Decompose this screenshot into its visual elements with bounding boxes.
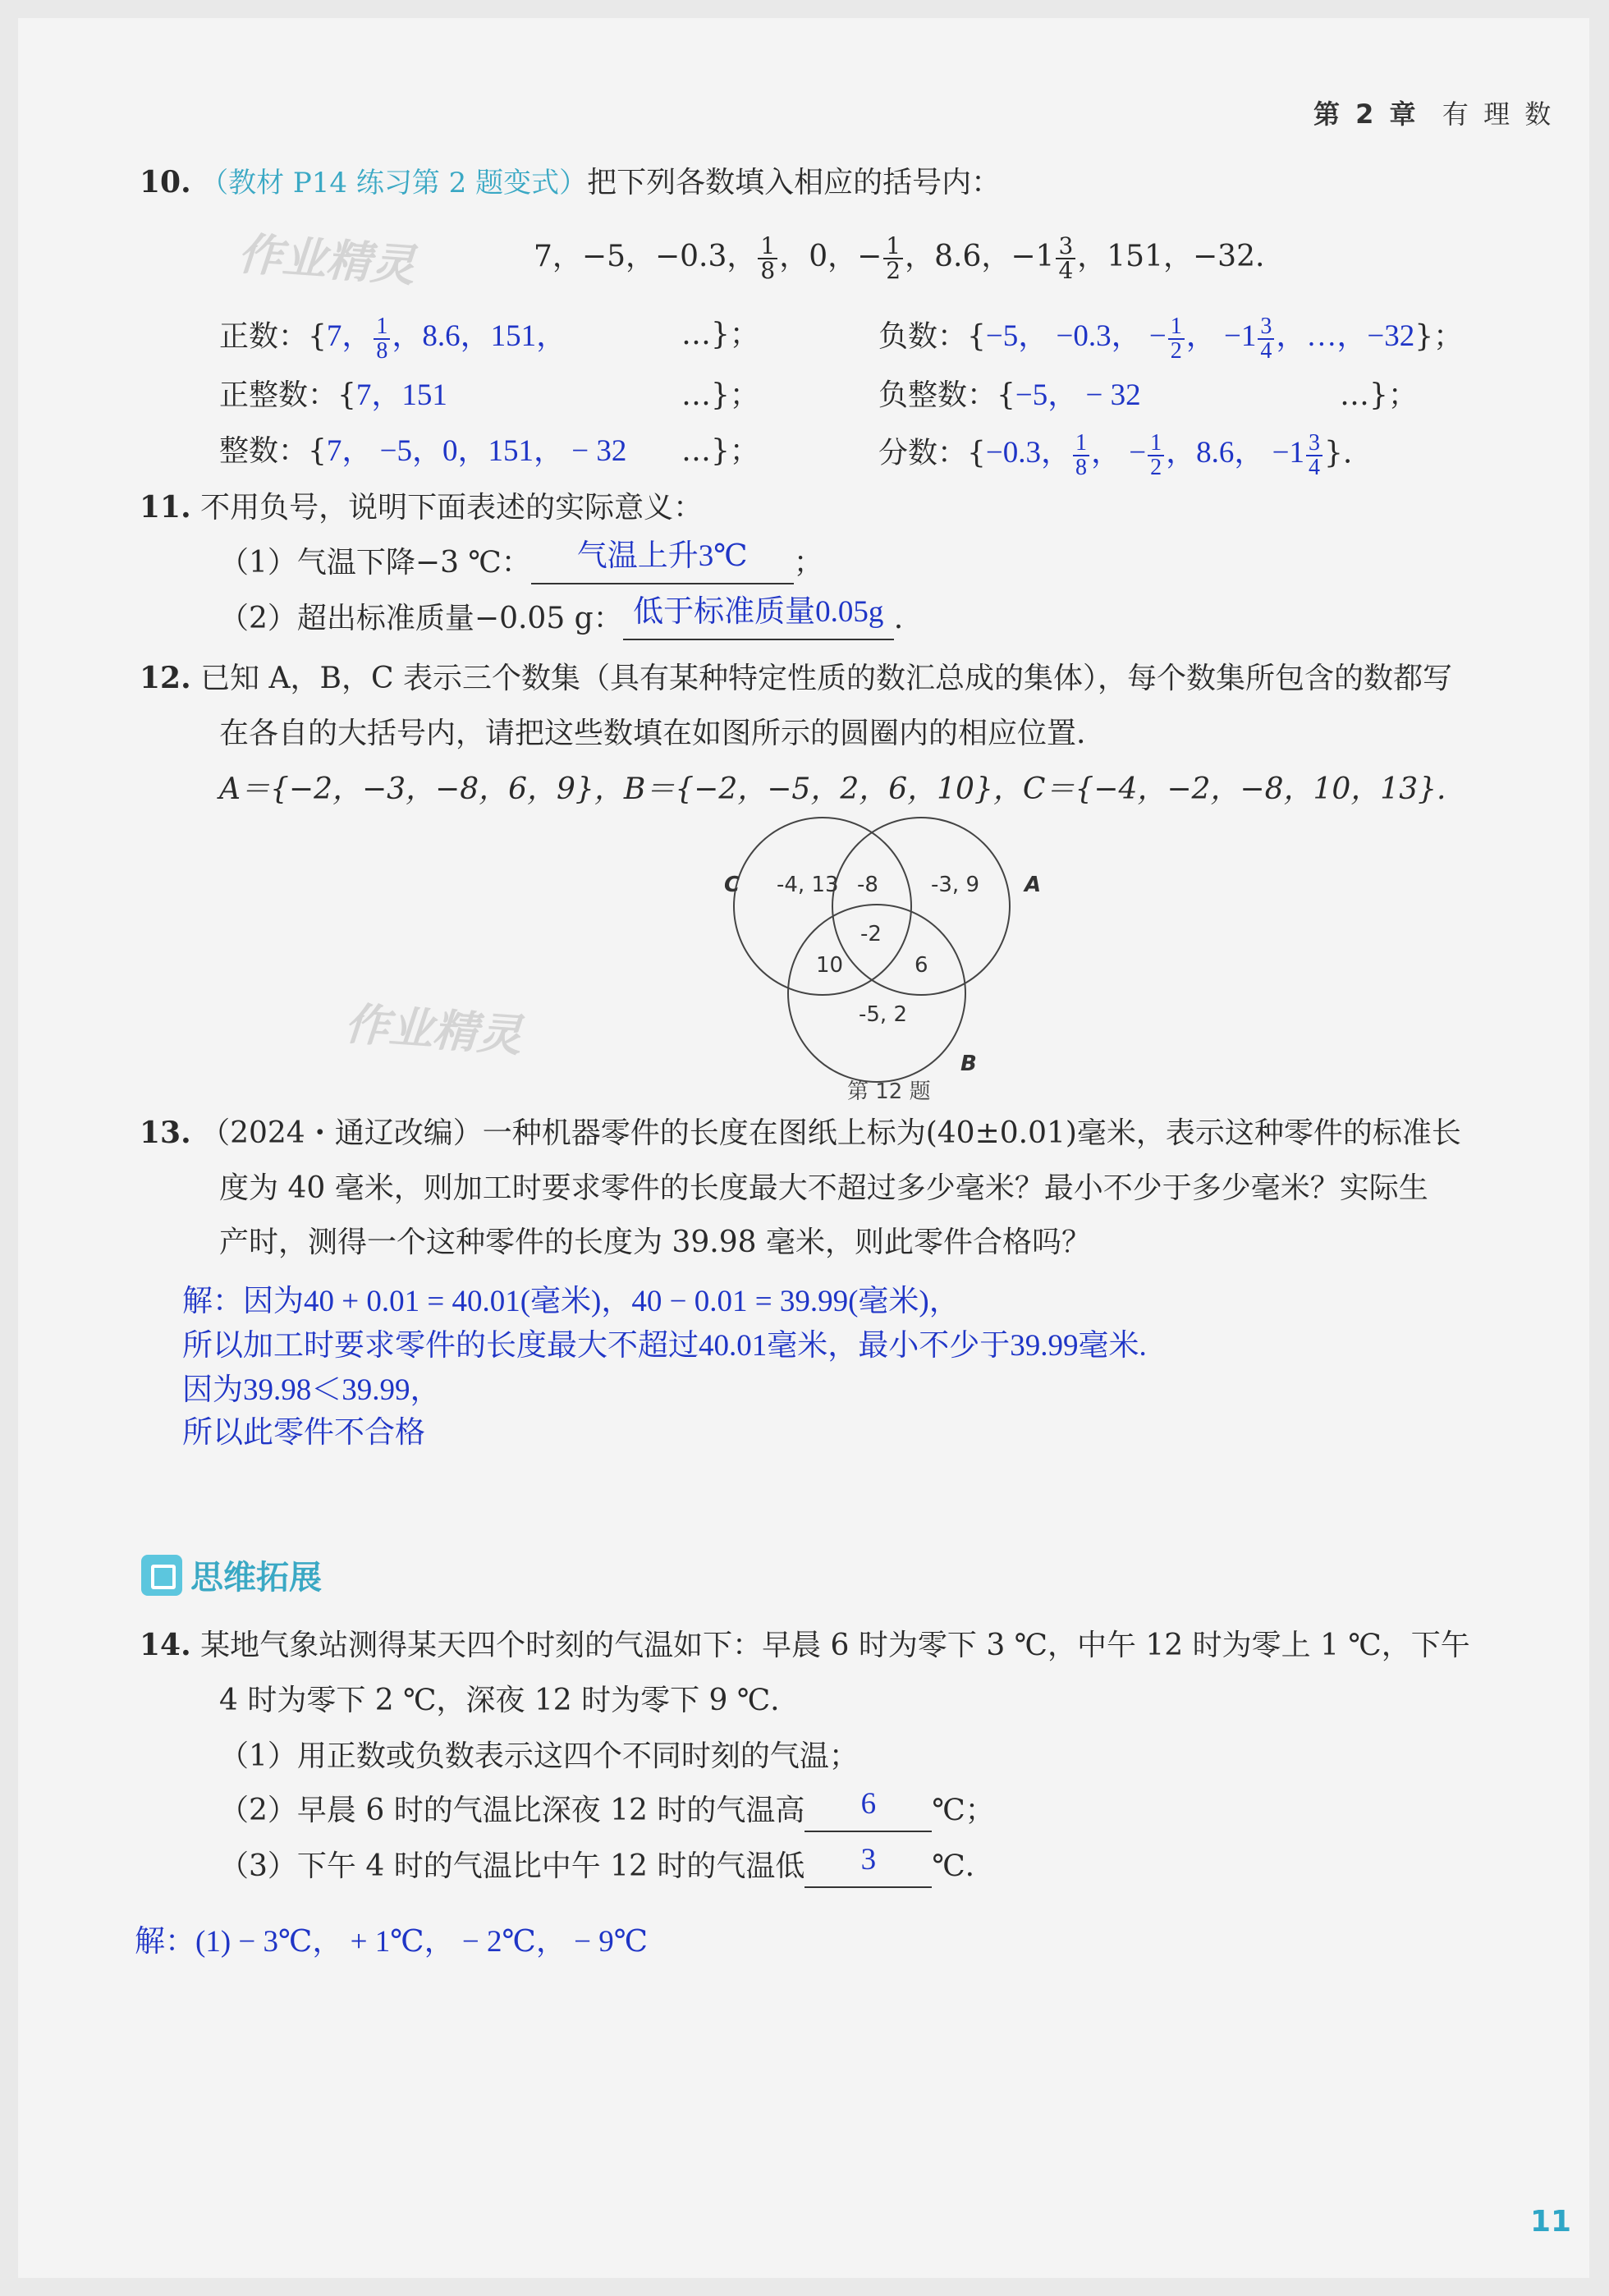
page xyxy=(18,18,1589,2278)
region-a-only: -3, 9 xyxy=(931,873,979,897)
negative-answer: −5， −0.3， − $\frac{1}{2}$ ， −1 $\frac{3}{4}$ ，…，−32 xyxy=(985,314,1415,364)
section-header xyxy=(141,1551,322,1598)
q13-answer-line4: 所以此零件不合格 xyxy=(182,1416,425,1450)
positive-answer: 7， $\frac{1}{8}$ ，8.6，151， xyxy=(326,314,567,364)
chapter-header xyxy=(1313,94,1554,131)
q11-part2 xyxy=(219,595,904,640)
region-c-b: 10 xyxy=(816,953,844,978)
q10-negative-integer-row xyxy=(878,376,1141,415)
watermark: 作业精灵 xyxy=(236,227,417,292)
q14-part3-text: （3）下午 4 时的气温比中午 12 时的气温低 xyxy=(219,1849,805,1883)
negative-label: 负数：{ xyxy=(878,319,986,354)
q10-stem xyxy=(140,163,1001,203)
q11-part1-blank xyxy=(531,539,794,584)
label-b: B xyxy=(960,1052,977,1076)
q14-part3-blank xyxy=(804,1843,932,1888)
region-a-b-c: -2 xyxy=(860,922,882,946)
q14-line1 xyxy=(140,1625,1470,1666)
q14-part2-end: ℃； xyxy=(932,1794,995,1827)
q13-line1 xyxy=(140,1113,1461,1153)
page-number: 11 xyxy=(1530,2205,1572,2239)
negative-integer-end: …}； xyxy=(1340,378,1418,412)
q11-part2-answer: 低于标准质量0.05g xyxy=(633,595,884,629)
q14-part2-blank xyxy=(804,1787,932,1832)
integer-end: …}； xyxy=(681,434,759,468)
q13-line2: 度为 40 毫米，则加工时要求零件的长度最大不超过多少毫米？最小不少于多少毫米？实际生 xyxy=(219,1171,1428,1205)
q14-part1: （1）用正数或负数表示这四个不同时刻的气温； xyxy=(219,1739,859,1773)
q11-part1-text: （1）气温下降−3 ℃： xyxy=(219,546,531,580)
q10-integer-row xyxy=(219,432,626,471)
q11-part2-blank xyxy=(623,595,894,640)
q11-part1 xyxy=(219,539,823,584)
q12-line2: 在各自的大括号内，请把这些数填在如图所示的圆圈内的相应位置. xyxy=(219,717,1086,750)
q14-part3-end: ℃. xyxy=(932,1849,975,1883)
label-c: C xyxy=(724,873,740,897)
q12-number: 12. xyxy=(140,661,191,695)
q13-answer-line2: 所以加工时要求零件的长度最大不超过40.01毫米，最小不少于39.99毫米. xyxy=(182,1329,1147,1363)
q14-line2: 4 时为零下 2 ℃，深夜 12 时为零下 9 ℃. xyxy=(219,1684,780,1717)
negative-integer-label: 负整数：{ xyxy=(878,378,1015,412)
fraction: $\frac{3}{4}$ xyxy=(1056,235,1075,282)
q12-line1 xyxy=(140,658,1452,699)
q14-part2-text: （2）早晨 6 时的气温比深夜 12 时的气温高 xyxy=(219,1794,805,1827)
q14-answer: 解：(1) − 3℃， + 1℃， − 2℃， − 9℃ xyxy=(135,1925,649,1959)
q13-number: 13. xyxy=(140,1116,191,1150)
q13-answer-line1: 解：因为40 + 0.01 = 40.01(毫米)，40 − 0.01 = 39.99(毫米)， xyxy=(182,1285,960,1318)
integer-label: 整数：{ xyxy=(219,434,327,468)
q13-line3: 产时，测得一个这种零件的长度为 39.98 毫米，则此零件合格吗？ xyxy=(219,1226,1091,1259)
fraction-label: 分数：{ xyxy=(878,436,986,470)
q10-number-list xyxy=(534,232,1265,284)
q14-number: 14. xyxy=(140,1628,191,1662)
q12-sets: A＝{−2，−3，−8，6，9}，B＝{−2，−5，2，6，10}，C＝{−4，−2，−8，10，13}. xyxy=(219,772,1446,806)
fraction: $\frac{1}{2}$ xyxy=(883,235,903,282)
watermark: 作业精灵 xyxy=(342,997,524,1062)
q10-positive-integer-row xyxy=(219,376,447,415)
q10-negative-row: 负数：{−5， −0.3， − $\frac{1}{2}$ ， −1 $\frac{3}{4}$ ，…，−32}； xyxy=(878,314,1464,364)
list-text: 7，−5，−0.3， xyxy=(534,240,757,273)
q12-text-line1: 已知 A，B，C 表示三个数集（具有某种特定性质的数汇总成的集体），每个数集所包含的数都写 xyxy=(200,662,1452,695)
q13-answer-line3: 因为39.98＜39.99， xyxy=(182,1373,441,1407)
q11-part2-text: （2）超出标准质量−0.05 g： xyxy=(219,602,623,635)
integer-answer: 7， −5，0，151， − 32 xyxy=(326,434,627,468)
region-c-only: -4, 13 xyxy=(777,873,839,897)
list-text: ，8.6，−1 xyxy=(905,240,1055,273)
region-b-only: -5, 2 xyxy=(859,1002,907,1027)
region-c-a: -8 xyxy=(857,873,878,897)
q10-number: 10. xyxy=(140,165,191,199)
q11-stem xyxy=(140,488,703,528)
positive-end: …}； xyxy=(681,318,759,351)
q13-text-line1: （2024・通辽改编）一种机器零件的长度在图纸上标为(40±0.01)毫米，表示这种零件的标准长 xyxy=(200,1116,1461,1150)
negative-integer-answer: −5， − 32 xyxy=(1015,378,1141,412)
positive-label: 正数：{ xyxy=(219,319,327,354)
section-title: 思维拓展 xyxy=(190,1559,322,1597)
fraction: $\frac{1}{8}$ xyxy=(758,235,777,282)
q10-source-tag: （教材 P14 练习第 2 题变式） xyxy=(200,167,588,199)
q11-part2-end: . xyxy=(893,602,904,635)
q10-prompt: 把下列各数填入相应的括号内： xyxy=(587,166,1002,199)
q14-part3 xyxy=(219,1843,975,1888)
label-a: A xyxy=(1025,873,1042,897)
region-a-b: 6 xyxy=(915,953,928,978)
q14-part3-answer: 3 xyxy=(860,1843,877,1877)
q10-positive-row xyxy=(219,315,566,363)
fraction-answer: −0.3， $\frac{1}{8}$ ， − $\frac{1}{2}$ ，8.6， −1 $\frac{3}{4}$ xyxy=(986,436,1324,470)
q11-number: 11. xyxy=(140,490,191,525)
chapter-title: 有 理 数 xyxy=(1442,99,1555,130)
diagram-caption: 第 12 题 xyxy=(847,1079,931,1104)
q14-part2 xyxy=(219,1787,995,1832)
q14-part2-answer: 6 xyxy=(860,1787,877,1821)
q11-part1-answer: 气温上升3℃ xyxy=(576,539,748,573)
venn-diagram xyxy=(724,816,1069,1111)
list-text: ，0，− xyxy=(779,240,882,273)
section-icon xyxy=(141,1555,182,1596)
q10-fraction-row: 分数：{−0.3， $\frac{1}{8}$ ， − $\frac{1}{2}$ ，8.6， −1 $\frac{3}{4}$ }. xyxy=(878,430,1353,480)
chapter-label: 第 2 章 xyxy=(1313,99,1419,130)
positive-integer-end: …}； xyxy=(681,378,759,412)
positive-integer-answer: 7，151 xyxy=(355,378,447,412)
q11-part1-end: ； xyxy=(793,546,823,580)
q14-text-line1: 某地气象站测得某天四个时刻的气温如下：早晨 6 时为零下 3 ℃，中午 12 时为零上 1 ℃，下午 xyxy=(200,1629,1470,1662)
list-text: ，151，−32. xyxy=(1077,240,1265,273)
positive-integer-label: 正整数：{ xyxy=(219,378,356,412)
q11-prompt: 不用负号，说明下面表述的实际意义： xyxy=(200,491,704,525)
